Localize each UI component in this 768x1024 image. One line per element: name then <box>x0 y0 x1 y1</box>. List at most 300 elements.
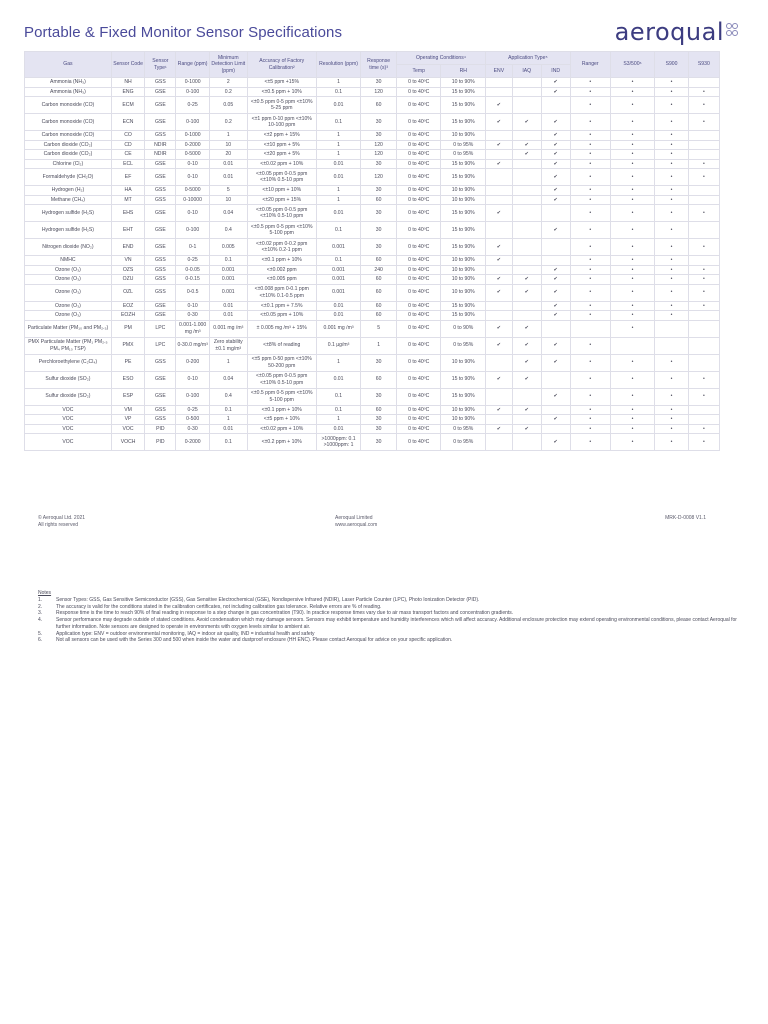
s3-cell: • <box>610 311 655 321</box>
rh-cell: 0 to 95% <box>441 150 486 160</box>
temp-cell: 0 to 40ºC <box>396 405 441 415</box>
accuracy-cell: <±2 ppm + 15% <box>247 131 316 141</box>
table-row <box>25 87 720 97</box>
ind-cell: ✔ <box>541 131 570 141</box>
rh-cell: 10 to 90% <box>441 256 486 266</box>
accuracy-cell: <±0.5 ppm 0-5 ppm <±10% 5-25 ppm <box>247 97 316 114</box>
range-cell: 0-10 <box>176 371 209 388</box>
copyright-text: © Aeroqual Ltd. 2021 <box>38 515 86 521</box>
env-cell: ✔ <box>486 405 513 415</box>
code-cell: CO <box>111 131 144 141</box>
type-cell: GSE <box>145 311 176 321</box>
mdl-cell: 0.1 <box>209 434 247 451</box>
s930-cell <box>688 222 719 239</box>
ranger-cell: • <box>570 434 610 451</box>
type-cell: LPC <box>145 320 176 337</box>
ind-cell: ✔ <box>541 415 570 425</box>
ranger-cell: • <box>570 78 610 88</box>
rh-cell: 10 to 90% <box>441 186 486 196</box>
ranger-cell: • <box>570 415 610 425</box>
ranger-cell: • <box>570 205 610 222</box>
rh-cell: 15 to 90% <box>441 239 486 256</box>
mdl-cell: 10 <box>209 195 247 205</box>
s3-cell: • <box>610 405 655 415</box>
s3-cell: • <box>610 131 655 141</box>
resolution-cell: 1 <box>316 140 361 150</box>
rh-cell: 15 to 90% <box>441 114 486 131</box>
rh-cell: 10 to 90% <box>441 284 486 301</box>
s900-cell: • <box>655 97 688 114</box>
code-cell: ECL <box>111 159 144 169</box>
ind-cell: ✔ <box>541 159 570 169</box>
iaq-cell <box>512 415 541 425</box>
ranger-cell: • <box>570 424 610 434</box>
resolution-cell: 0.01 <box>316 301 361 311</box>
ranger-cell: • <box>570 239 610 256</box>
resolution-cell: 0.01 <box>316 205 361 222</box>
table-row <box>25 97 720 114</box>
gas-cell: Formaldehyde (CH₂O) <box>25 169 112 186</box>
rh-cell: 10 to 90% <box>441 195 486 205</box>
accuracy-cell: ± 0.005 mg /m³ + 15% <box>247 320 316 337</box>
accuracy-cell: <±0.002 ppm <box>247 265 316 275</box>
range-cell: 0-10 <box>176 159 209 169</box>
footer-company <box>335 515 377 529</box>
s900-cell: • <box>655 256 688 266</box>
type-cell: GSE <box>145 97 176 114</box>
header-response-time: Response time (s)³ <box>361 52 397 78</box>
env-cell: ✔ <box>486 275 513 285</box>
response-cell: 30 <box>361 424 397 434</box>
temp-cell: 0 to 40ºC <box>396 337 441 354</box>
ind-cell: ✔ <box>541 78 570 88</box>
range-cell: 0-10 <box>176 301 209 311</box>
mdl-cell: 1 <box>209 131 247 141</box>
gas-cell: Hydrogen sulfide (H₂S) <box>25 222 112 239</box>
type-cell: NDIR <box>145 150 176 160</box>
iaq-cell: ✔ <box>512 275 541 285</box>
gas-cell: Carbon monoxide (CO) <box>25 114 112 131</box>
gas-cell: Ammonia (NH₃) <box>25 87 112 97</box>
code-cell: OZL <box>111 284 144 301</box>
s930-cell: • <box>688 434 719 451</box>
s900-cell: • <box>655 275 688 285</box>
response-cell: 30 <box>361 114 397 131</box>
s930-cell: • <box>688 388 719 405</box>
ind-cell <box>541 424 570 434</box>
response-cell: 60 <box>361 195 397 205</box>
gas-cell: VOC <box>25 415 112 425</box>
s930-cell <box>688 354 719 371</box>
resolution-cell: 0.1 <box>316 256 361 266</box>
rh-cell: 10 to 90% <box>441 265 486 275</box>
code-cell: VOCH <box>111 434 144 451</box>
accuracy-cell: <±0.005 ppm <box>247 275 316 285</box>
type-cell: GSS <box>145 256 176 266</box>
ranger-cell: • <box>570 140 610 150</box>
ind-cell: ✔ <box>541 388 570 405</box>
header-s3-500: S3/500⁶ <box>610 52 655 78</box>
ind-cell: ✔ <box>541 114 570 131</box>
header-temp: Temp <box>396 65 441 78</box>
gas-cell: Carbon dioxide (CO₂) <box>25 140 112 150</box>
temp-cell: 0 to 40ºC <box>396 424 441 434</box>
mdl-cell: 0.005 <box>209 239 247 256</box>
temp-cell: 0 to 40ºC <box>396 284 441 301</box>
ranger-cell: • <box>570 284 610 301</box>
s930-cell: • <box>688 97 719 114</box>
table-row <box>25 320 720 337</box>
s3-cell: • <box>610 150 655 160</box>
ranger-cell: • <box>570 195 610 205</box>
notes-title: Notes <box>38 590 52 596</box>
range-cell: 0-500 <box>176 415 209 425</box>
s930-cell <box>688 415 719 425</box>
range-cell: 0-30 <box>176 311 209 321</box>
resolution-cell: 0.01 <box>316 311 361 321</box>
resolution-cell: 1 <box>316 131 361 141</box>
iaq-cell: ✔ <box>512 371 541 388</box>
iaq-cell <box>512 434 541 451</box>
s3-cell: • <box>610 388 655 405</box>
mdl-cell: 0.2 <box>209 114 247 131</box>
response-cell: 240 <box>361 265 397 275</box>
s900-cell: • <box>655 131 688 141</box>
ind-cell: ✔ <box>541 284 570 301</box>
s900-cell: • <box>655 186 688 196</box>
type-cell: GSE <box>145 371 176 388</box>
s3-cell: • <box>610 159 655 169</box>
note-item <box>38 617 738 631</box>
sensor-spec-body <box>25 78 720 451</box>
temp-cell: 0 to 40ºC <box>396 354 441 371</box>
iaq-cell: ✔ <box>512 424 541 434</box>
temp-cell: 0 to 40ºC <box>396 371 441 388</box>
ranger-cell: • <box>570 150 610 160</box>
note-text: Not all sensors can be used with the Series 300 and 500 when inside the water and dustproof enclosure (HH ENC). Please contact Aeroqual for advice on your specific application. <box>56 637 453 644</box>
s900-cell: • <box>655 424 688 434</box>
iaq-cell: ✔ <box>512 140 541 150</box>
code-cell: CD <box>111 140 144 150</box>
env-cell <box>486 222 513 239</box>
s900-cell: • <box>655 159 688 169</box>
response-cell: 30 <box>361 239 397 256</box>
header-gas: Gas <box>25 52 112 78</box>
temp-cell: 0 to 40ºC <box>396 222 441 239</box>
s930-cell: • <box>688 114 719 131</box>
ind-cell: ✔ <box>541 337 570 354</box>
iaq-cell: ✔ <box>512 150 541 160</box>
resolution-cell: 1 <box>316 186 361 196</box>
code-cell: ECM <box>111 97 144 114</box>
resolution-cell: 0.001 <box>316 239 361 256</box>
gas-cell: Ozone (O₃) <box>25 311 112 321</box>
type-cell: GSE <box>145 239 176 256</box>
table-row <box>25 205 720 222</box>
mdl-cell: 5 <box>209 186 247 196</box>
resolution-cell: 1 <box>316 150 361 160</box>
footer-doc-code: MRK-D-0008 V1.1 <box>665 515 706 521</box>
logo-wordmark: aeroqual <box>614 18 724 46</box>
range-cell: 0-10000 <box>176 195 209 205</box>
note-text: The accuracy is valid for the conditions stated in the calibration certificates, not including calibration gas tolerance. Relative errors are % of reading. <box>56 603 382 610</box>
range-cell: 0-100 <box>176 222 209 239</box>
ind-cell: ✔ <box>541 301 570 311</box>
type-cell: GSS <box>145 405 176 415</box>
s3-cell <box>610 337 655 354</box>
accuracy-cell: <±0.02 ppm + 10% <box>247 159 316 169</box>
temp-cell: 0 to 40ºC <box>396 239 441 256</box>
s930-cell: • <box>688 265 719 275</box>
rh-cell: 0 to 95% <box>441 434 486 451</box>
range-cell: 0-1000 <box>176 78 209 88</box>
env-cell <box>486 415 513 425</box>
mdl-cell: 0.04 <box>209 371 247 388</box>
response-cell: 60 <box>361 311 397 321</box>
code-cell: ECN <box>111 114 144 131</box>
iaq-cell: ✔ <box>512 284 541 301</box>
ranger-cell: • <box>570 405 610 415</box>
s900-cell: • <box>655 169 688 186</box>
ranger-cell: • <box>570 222 610 239</box>
s900-cell: • <box>655 405 688 415</box>
range-cell: 0-10 <box>176 205 209 222</box>
s900-cell: • <box>655 239 688 256</box>
rh-cell: 15 to 90% <box>441 371 486 388</box>
resolution-cell: 1 <box>316 354 361 371</box>
s930-cell <box>688 311 719 321</box>
resolution-cell: 0.01 <box>316 159 361 169</box>
rh-cell: 15 to 90% <box>441 169 486 186</box>
s3-cell: • <box>610 186 655 196</box>
iaq-cell <box>512 205 541 222</box>
gas-cell: Nitrogen dioxide (NO₂) <box>25 239 112 256</box>
mdl-cell: 0.001 <box>209 275 247 285</box>
s900-cell: • <box>655 354 688 371</box>
s3-cell: • <box>610 169 655 186</box>
iaq-cell <box>512 87 541 97</box>
resolution-cell: 1 <box>316 415 361 425</box>
s900-cell: • <box>655 78 688 88</box>
s930-cell: • <box>688 159 719 169</box>
ind-cell: ✔ <box>541 265 570 275</box>
ranger-cell: • <box>570 186 610 196</box>
rh-cell: 10 to 90% <box>441 354 486 371</box>
ranger-cell: • <box>570 169 610 186</box>
type-cell: GSS <box>145 195 176 205</box>
table-row <box>25 337 720 354</box>
accuracy-cell: <±10 ppm + 10% <box>247 186 316 196</box>
code-cell: EF <box>111 169 144 186</box>
type-cell: NDIR <box>145 140 176 150</box>
table-row <box>25 169 720 186</box>
s3-cell: • <box>610 371 655 388</box>
ind-cell: ✔ <box>541 195 570 205</box>
mdl-cell: 0.01 <box>209 169 247 186</box>
code-cell: PMX <box>111 337 144 354</box>
temp-cell: 0 to 40ºC <box>396 78 441 88</box>
range-cell: 0-0.05 <box>176 265 209 275</box>
header-application-type: Application Type⁵ <box>486 52 571 65</box>
mdl-cell: 0.4 <box>209 388 247 405</box>
accuracy-cell: <±0.1 ppm + 7.5% <box>247 301 316 311</box>
mdl-cell: 0.01 <box>209 311 247 321</box>
temp-cell: 0 to 40ºC <box>396 195 441 205</box>
resolution-cell: 0.001 <box>316 265 361 275</box>
type-cell: PID <box>145 434 176 451</box>
s930-cell: • <box>688 169 719 186</box>
gas-cell: Chlorine (Cl₂) <box>25 159 112 169</box>
env-cell <box>486 311 513 321</box>
accuracy-cell: <±0.5 ppm 0-5 ppm <±10% 5-100 ppm <box>247 388 316 405</box>
type-cell: GSS <box>145 78 176 88</box>
range-cell: 0-100 <box>176 87 209 97</box>
response-cell: 120 <box>361 140 397 150</box>
s3-cell: • <box>610 301 655 311</box>
range-cell: 0-25 <box>176 256 209 266</box>
ranger-cell: • <box>570 159 610 169</box>
resolution-cell: 0.1 <box>316 222 361 239</box>
env-cell <box>486 78 513 88</box>
env-cell: ✔ <box>486 97 513 114</box>
s900-cell: • <box>655 140 688 150</box>
type-cell: GSE <box>145 205 176 222</box>
code-cell: VM <box>111 405 144 415</box>
table-row <box>25 195 720 205</box>
resolution-cell: 0.01 <box>316 97 361 114</box>
env-cell <box>486 169 513 186</box>
code-cell: VP <box>111 415 144 425</box>
resolution-cell: 0.001 <box>316 284 361 301</box>
iaq-cell <box>512 311 541 321</box>
s3-cell: • <box>610 354 655 371</box>
s930-cell <box>688 320 719 337</box>
mdl-cell: 0.2 <box>209 87 247 97</box>
table-row <box>25 78 720 88</box>
code-cell: ESO <box>111 371 144 388</box>
iaq-cell: ✔ <box>512 354 541 371</box>
s900-cell <box>655 320 688 337</box>
rh-cell: 10 to 90% <box>441 405 486 415</box>
iaq-cell: ✔ <box>512 114 541 131</box>
code-cell: EHT <box>111 222 144 239</box>
s3-cell: • <box>610 205 655 222</box>
s900-cell: • <box>655 434 688 451</box>
s930-cell <box>688 195 719 205</box>
mdl-cell: 0.001 <box>209 265 247 275</box>
header-operating-conditions: Operating Conditions⁴ <box>396 52 485 65</box>
gas-cell: NMHC <box>25 256 112 266</box>
mdl-cell: 0.04 <box>209 205 247 222</box>
gas-cell: Sulfur dioxide (SO₂) <box>25 388 112 405</box>
mdl-cell: 0.01 <box>209 159 247 169</box>
temp-cell: 0 to 40ºC <box>396 205 441 222</box>
s3-cell: • <box>610 239 655 256</box>
ranger-cell: • <box>570 337 610 354</box>
s900-cell: • <box>655 87 688 97</box>
accuracy-cell: <±0.05 ppm + 10% <box>247 311 316 321</box>
gas-cell: Hydrogen (H₂) <box>25 186 112 196</box>
resolution-cell: 0.001 <box>316 275 361 285</box>
ind-cell <box>541 371 570 388</box>
ind-cell <box>541 320 570 337</box>
env-cell: ✔ <box>486 284 513 301</box>
ranger-cell: • <box>570 87 610 97</box>
s3-cell: • <box>610 434 655 451</box>
code-cell: HA <box>111 186 144 196</box>
iaq-cell <box>512 78 541 88</box>
type-cell: GSS <box>145 265 176 275</box>
iaq-cell <box>512 195 541 205</box>
ranger-cell: • <box>570 301 610 311</box>
ranger-cell: • <box>570 114 610 131</box>
s3-cell: • <box>610 195 655 205</box>
range-cell: 0-30 <box>176 424 209 434</box>
s930-cell <box>688 78 719 88</box>
note-number: 4. <box>38 617 43 623</box>
response-cell: 30 <box>361 78 397 88</box>
temp-cell: 0 to 40ºC <box>396 301 441 311</box>
type-cell: GSS <box>145 275 176 285</box>
note-item <box>38 604 738 611</box>
range-cell: 0-10 <box>176 169 209 186</box>
rh-cell: 15 to 90% <box>441 311 486 321</box>
rh-cell: 10 to 90% <box>441 415 486 425</box>
iaq-cell <box>512 388 541 405</box>
ind-cell: ✔ <box>541 150 570 160</box>
mdl-cell: 0.01 <box>209 301 247 311</box>
ind-cell <box>541 256 570 266</box>
gas-cell: Carbon monoxide (CO) <box>25 97 112 114</box>
s3-cell: • <box>610 140 655 150</box>
header-resolution: Resolution (ppm) <box>316 52 361 78</box>
range-cell: 0-2000 <box>176 140 209 150</box>
s930-cell: • <box>688 284 719 301</box>
accuracy-cell: <±0.05 ppm 0-0.5 ppm <±10% 0.5-10 ppm <box>247 169 316 186</box>
iaq-cell <box>512 265 541 275</box>
response-cell: 5 <box>361 320 397 337</box>
aeroqual-logo <box>615 18 742 46</box>
header-mdl: Minimum Detection Limit (ppm) <box>209 52 247 78</box>
mdl-cell: 0.05 <box>209 97 247 114</box>
iaq-cell <box>512 169 541 186</box>
ind-cell: ✔ <box>541 169 570 186</box>
accuracy-cell: <±0.5 ppm 0-5 ppm <±10% 5-100 ppm <box>247 222 316 239</box>
note-item <box>38 610 738 617</box>
s3-cell: • <box>610 87 655 97</box>
table-row <box>25 256 720 266</box>
temp-cell: 0 to 40ºC <box>396 434 441 451</box>
accuracy-cell: <±0.1 ppm + 10% <box>247 256 316 266</box>
ind-cell: ✔ <box>541 434 570 451</box>
ranger-cell <box>570 320 610 337</box>
resolution-cell: 0.1 µg/m³ <box>316 337 361 354</box>
response-cell: 30 <box>361 222 397 239</box>
s930-cell: • <box>688 424 719 434</box>
accuracy-cell: <±10 ppm + 5% <box>247 140 316 150</box>
accuracy-cell: <±8% of reading <box>247 337 316 354</box>
table-row <box>25 265 720 275</box>
table-row <box>25 371 720 388</box>
range-cell: 0-100 <box>176 114 209 131</box>
resolution-cell: 0.1 <box>316 388 361 405</box>
response-cell: 30 <box>361 205 397 222</box>
mdl-cell: 0.1 <box>209 256 247 266</box>
accuracy-cell: <±0.05 ppm 0-0.5 ppm <±10% 0.5-10 ppm <box>247 371 316 388</box>
type-cell: GSE <box>145 114 176 131</box>
gas-cell: Hydrogen sulfide (H₂S) <box>25 205 112 222</box>
code-cell: EHS <box>111 205 144 222</box>
